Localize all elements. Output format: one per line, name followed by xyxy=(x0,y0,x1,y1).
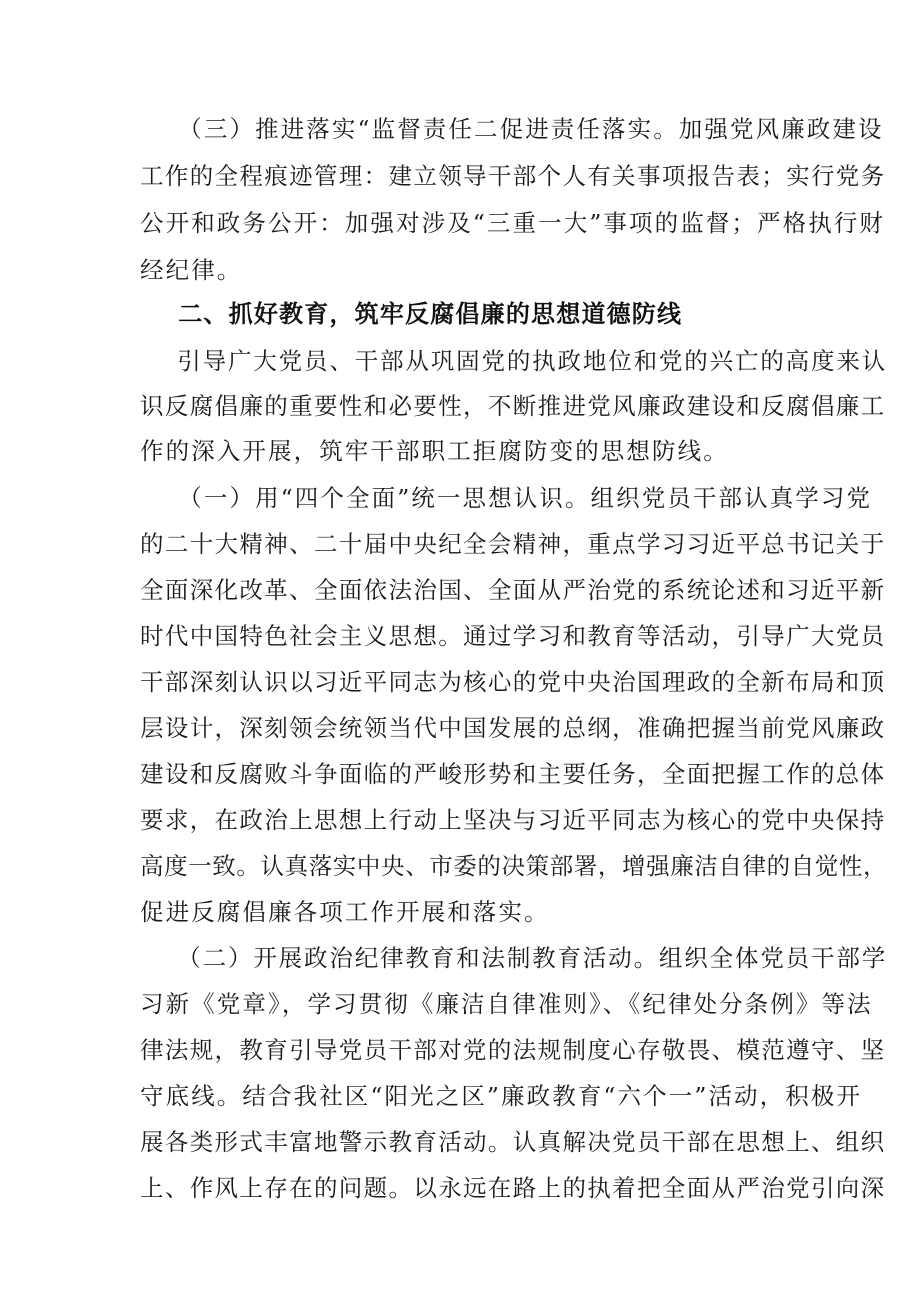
para-line: 经纪律。 xyxy=(140,256,243,284)
para-line: 引导广大党员、干部从巩固党的执政地位和党的兴亡的高度来认 xyxy=(140,347,888,375)
para-line: 全面深化改革、全面依法治国、全面从严治党的系统论述和习近平新 xyxy=(140,576,886,604)
para-line: （一）用“四个全面”统一思想认识。组织党员干部认真学习党 xyxy=(140,484,873,512)
para-line: 公开和政务公开：加强对涉及“三重一大”事项的监督；严格执行财 xyxy=(140,209,886,237)
para-line: 工作的全程痕迹管理：建立领导干部个人有关事项报告表；实行党务 xyxy=(140,162,886,190)
para-line: 上、作风上存在的问题。以永远在路上的执着把全面从严治党引向深 xyxy=(140,1174,886,1202)
para-line: 作的深入开展，筑牢干部职工拒腐防变的思想防线。 xyxy=(140,437,729,465)
para-line: 干部深刻认识以习近平同志为核心的党中央治国理政的全新布局和顶 xyxy=(140,668,886,696)
section-heading: 二、抓好教育，筑牢反腐倡廉的思想道德防线 xyxy=(140,300,683,328)
para-line: 展各类形式丰富地警示教育活动。认真解决党员干部在思想上、组织 xyxy=(140,1128,886,1156)
para-line: 时代中国特色社会主义思想。通过学习和教育等活动，引导广大党员 xyxy=(140,622,886,650)
para-line: 识反腐倡廉的重要性和必要性，不断推进党风廉政建设和反腐倡廉工 xyxy=(140,392,886,420)
para-line: 层设计，深刻领会统领当代中国发展的总纲，准确把握当前党风廉政 xyxy=(140,714,886,742)
para-line: 促进反腐倡廉各项工作开展和落实。 xyxy=(140,898,550,926)
para-line: （二）开展政治纪律教育和法制教育活动。组织全体党员干部学 xyxy=(140,944,888,972)
para-line: 习新《党章》，学习贯彻《廉洁自律准则》、《纪律处分条例》等法 xyxy=(140,990,873,1018)
para-line: 的二十大精神、二十届中央纪全会精神，重点学习习近平总书记关于 xyxy=(140,530,886,558)
para-line: （三）推进落实“监督责任二促进责任落实。加强党风廉政建设 xyxy=(140,115,884,143)
para-line: 要求，在政治上思想上行动上坚决与习近平同志为核心的党中央保持 xyxy=(140,806,886,834)
para-line: 建设和反腐败斗争面临的严峻形势和主要任务，全面把握工作的总体 xyxy=(140,760,886,788)
para-line: 律法规，教育引导党员干部对党的法规制度心存敬畏、模范遵守、坚 xyxy=(140,1036,886,1064)
para-line: 高度一致。认真落实中央、市委的决策部署，增强廉洁自律的自觉性， xyxy=(140,852,888,880)
para-line: 守底线。结合我社区“阳光之区”廉政教育“六个一”活动，积极开 xyxy=(140,1082,863,1110)
